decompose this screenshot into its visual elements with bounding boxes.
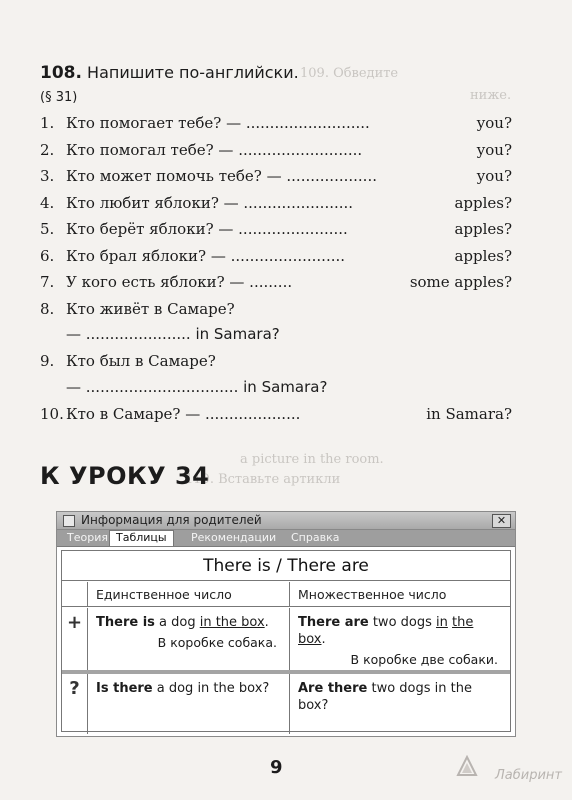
- window-icon: [63, 515, 75, 527]
- exercise-number: 108.: [40, 63, 82, 83]
- cell-keyword: There is: [96, 615, 155, 630]
- window-title: Информация для родителей: [81, 513, 262, 527]
- parents-info-window: [56, 511, 516, 737]
- watermark-logo-icon: [456, 755, 478, 777]
- line-russian: Кто берёт яблоки? — .......................: [66, 220, 348, 238]
- line-russian: — ................................: [66, 378, 239, 396]
- bleed-through-text: 109. Обведите: [300, 66, 399, 81]
- exercise-line: [40, 404, 512, 424]
- cell-underlined: in: [436, 615, 448, 630]
- line-english: apples?: [454, 220, 512, 238]
- cell-underlined: in the box: [199, 615, 265, 630]
- table-heading: There is / There are: [62, 551, 510, 581]
- cell-translation: В коробке собака.: [157, 635, 277, 650]
- cell-text: two dogs: [368, 615, 437, 630]
- line-number: 10.: [40, 405, 64, 423]
- cell-keyword: Are there: [298, 681, 368, 696]
- question-sign: ?: [62, 674, 88, 734]
- cell-underlined: the box: [298, 615, 474, 647]
- exercise-line: [40, 351, 512, 371]
- line-number: 7.: [40, 273, 55, 291]
- table-corner-cell: [62, 582, 88, 607]
- exercise-line: [40, 299, 512, 319]
- watermark-text: Лабиринт: [495, 768, 562, 783]
- exercise-line: [40, 113, 512, 133]
- exercise-instruction: Напишите по-английски.: [87, 63, 299, 82]
- line-english: apples?: [454, 247, 512, 265]
- affirmative-sign: +: [62, 608, 88, 670]
- cell-translation: В коробке две собаки.: [350, 652, 498, 667]
- tab-theory[interactable]: Теория: [67, 531, 108, 544]
- line-russian: Кто любит яблоки? — .......................: [66, 194, 354, 212]
- tab-recommendations[interactable]: Рекомендации: [191, 531, 277, 544]
- exercise-line: [40, 377, 512, 397]
- line-english: some apples?: [409, 273, 512, 291]
- line-russian: Кто помогал тебе? — ..........................: [66, 141, 363, 159]
- line-number: 6.: [40, 247, 55, 265]
- exercise-line: [40, 246, 512, 266]
- table-cell-plural-question: [290, 674, 510, 734]
- line-russian: — ......................: [66, 325, 191, 343]
- exercise-line: [40, 140, 512, 160]
- exercise-title: [40, 63, 299, 83]
- line-english: in Samara?: [243, 378, 328, 396]
- cell-text: .: [264, 615, 269, 630]
- line-number: 1.: [40, 114, 55, 132]
- tab-tables[interactable]: Таблицы: [109, 530, 174, 546]
- line-russian: Кто может помочь тебе? — ...................: [66, 167, 377, 185]
- cell-keyword: There are: [298, 615, 369, 630]
- column-header-plural: Множественное число: [290, 582, 510, 607]
- line-russian: Кто в Самаре? — ....................: [66, 405, 301, 423]
- bleed-through-text: ниже.: [470, 88, 512, 103]
- column-header-singular: Единственное число: [88, 582, 290, 607]
- table-cell-plural-affirmative: [290, 608, 510, 670]
- cell-text: a dog: [154, 615, 200, 630]
- line-russian: Кто живёт в Самаре?: [66, 300, 235, 318]
- lesson-heading: К УРОКУ 34: [40, 462, 210, 490]
- bleed-through-text: a picture in the room.: [240, 452, 384, 467]
- line-russian: Кто брал яблоки? — ........................: [66, 247, 346, 265]
- line-russian: Кто был в Самаре?: [66, 352, 216, 370]
- cell-keyword: Is there: [96, 681, 153, 696]
- exercise-line: [40, 219, 512, 239]
- exercise-line: [40, 324, 512, 344]
- line-english: you?: [476, 114, 512, 132]
- line-english: you?: [476, 141, 512, 159]
- exercise-line: [40, 166, 512, 186]
- line-russian: У кого есть яблоки? — .........: [66, 273, 293, 291]
- exercise-line: [40, 272, 512, 292]
- line-number: 9.: [40, 352, 55, 370]
- window-titlebar: [57, 512, 515, 530]
- cell-text: two dogs in the box?: [298, 681, 472, 713]
- table-cell-singular-affirmative: [88, 608, 290, 670]
- cell-text: a dog in the box?: [152, 681, 270, 696]
- tab-help[interactable]: Справка: [291, 531, 340, 544]
- exercise-reference: (§ 31): [40, 90, 78, 105]
- page-number: 9: [270, 757, 283, 778]
- line-english: you?: [476, 167, 512, 185]
- line-number: 4.: [40, 194, 55, 212]
- tab-bar: [57, 530, 515, 547]
- line-number: 8.: [40, 300, 55, 318]
- cell-text: .: [321, 632, 326, 647]
- line-number: 3.: [40, 167, 55, 185]
- table-cell-singular-question: [88, 674, 290, 734]
- close-icon[interactable]: ✕: [492, 514, 511, 528]
- line-russian: Кто помогает тебе? — ..........................: [66, 114, 370, 132]
- exercise-line: [40, 193, 512, 213]
- grammar-table: [61, 550, 511, 732]
- bleed-through-text: 110. Вставьте артикли: [185, 472, 341, 487]
- line-english: in Samara?: [195, 325, 280, 343]
- line-number: 2.: [40, 141, 55, 159]
- line-english: in Samara?: [426, 405, 512, 423]
- line-number: 5.: [40, 220, 55, 238]
- line-english: apples?: [454, 194, 512, 212]
